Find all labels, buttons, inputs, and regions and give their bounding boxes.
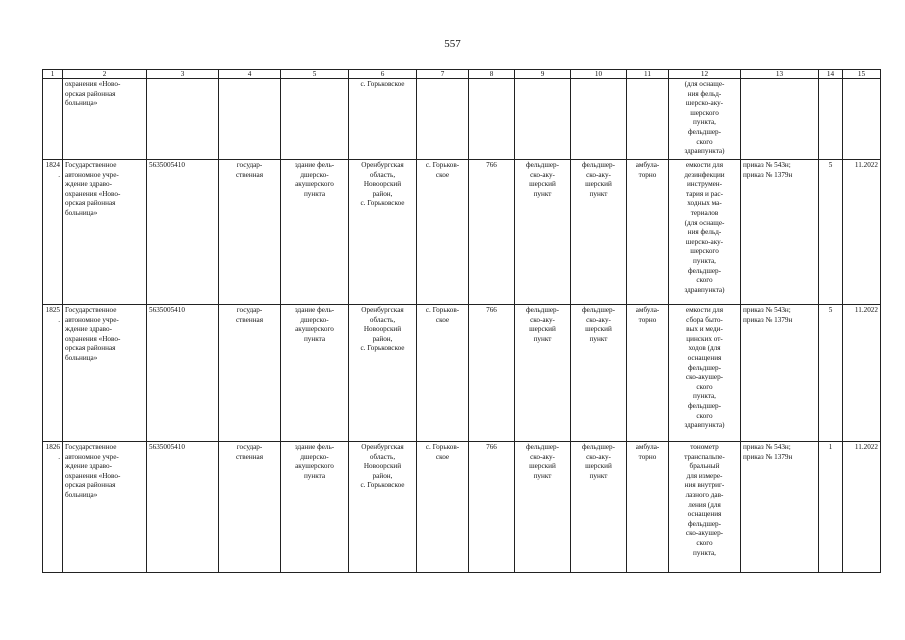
table-cell [627,79,669,160]
header-cell: 2 [63,70,147,79]
header-cell: 5 [281,70,349,79]
table-cell [219,79,281,160]
table-row [43,442,881,573]
table-cell: тонометр транспальпе- бральный для измере- ния внутриг- лазного дав- ления (для оснащения фельдшер- ско-акушер- ского пункта, [669,442,741,573]
table-cell: 5635005410 [147,442,219,573]
header-cell: 15 [843,70,881,79]
table-cell: 766 [469,442,515,573]
row-number: 1825. [43,305,63,442]
table-cell: приказ № 543н; приказ № 1379н [741,305,819,442]
table-cell: государ- ственная [219,305,281,442]
table-cell [843,79,881,160]
table-cell [469,79,515,160]
table-cell: амбула- торно [627,305,669,442]
table-cell: фельдшер- ско-аку- шерский пункт [515,160,571,305]
registry-table [42,69,881,573]
table-cell: Государственное автономное учре- ждение здраво- охранения «Ново- орская районная больница» [63,160,147,305]
header-cell: 3 [147,70,219,79]
table-cell: 11.2022 [843,160,881,305]
table-cell [281,79,349,160]
table-cell: (для оснаще- ния фельд- шерско-аку- шерского пункта, фельдшер- ского здравпункта) [669,79,741,160]
table-cell: Государственное автономное учре- ждение здраво- охранения «Ново- орская районная больница» [63,442,147,573]
header-cell: 7 [417,70,469,79]
table-row [43,305,881,442]
table-cell: с. Горьковское [349,79,417,160]
table-cell: с. Горьков- ское [417,160,469,305]
table-cell: 5 [819,305,843,442]
table-cell [515,79,571,160]
table-cell: с. Горьков- ское [417,305,469,442]
table-cell: здание фель- дшерско- акушерского пункта [281,305,349,442]
table-cell: государ- ственная [219,160,281,305]
header-cell: 4 [219,70,281,79]
header-cell: 12 [669,70,741,79]
table-cell: 766 [469,305,515,442]
table-cell: фельдшер- ско-аку- шерский пункт [515,305,571,442]
table-cell: фельдшер- ско-аку- шерский пункт [515,442,571,573]
table-cell: приказ № 543н; приказ № 1379н [741,442,819,573]
table-cell: фельдшер- ско-аку- шерский пункт [571,305,627,442]
table-cell: емкости для сбора быто- вых и меди- цинских от- ходов (для оснащения фельдшер- ско-акушер- ского пункта, фельдшер- ского здравпункта) [669,305,741,442]
table-cell: емкости для дезинфекции инструмен- тария и рас- ходных ма- териалов (для оснаще- ния фельд- шерско-аку- шерского пункта, фельдшер- ского здравпункта) [669,160,741,305]
row-number: 1824. [43,160,63,305]
table-cell [571,79,627,160]
table-cell: 11.2022 [843,305,881,442]
header-cell: 1 [43,70,63,79]
header-cell: 9 [515,70,571,79]
header-cell: 6 [349,70,417,79]
table-cell: фельдшер- ско-аку- шерский пункт [571,442,627,573]
header-cell: 10 [571,70,627,79]
table-cell: с. Горьков- ское [417,442,469,573]
table-cell: 1 [819,442,843,573]
header-cell: 13 [741,70,819,79]
table-cell: приказ № 543н; приказ № 1379н [741,160,819,305]
table-cell [819,79,843,160]
table-cell: здание фель- дшерско- акушерского пункта [281,160,349,305]
table-cell: Оренбургская область, Новоорский район, с. Горьковское [349,305,417,442]
table-cell: 766 [469,160,515,305]
table-cell: 5635005410 [147,160,219,305]
table-cell: государ- ственная [219,442,281,573]
table-cell: фельдшер- ско-аку- шерский пункт [571,160,627,305]
table-cell: охранения «Ново- орская районная больница» [63,79,147,160]
table-cell [417,79,469,160]
header-cell: 14 [819,70,843,79]
table-cell [741,79,819,160]
table-cell: амбула- торно [627,160,669,305]
table-cell: Оренбургская область, Новоорский район, с. Горьковское [349,442,417,573]
table-cell: 11.2022 [843,442,881,573]
table-cell [147,79,219,160]
table-cell [43,79,63,160]
table-row [43,160,881,305]
row-number: 1826. [43,442,63,573]
table-cell: Оренбургская область, Новоорский район, с. Горьковское [349,160,417,305]
table-cell: Государственное автономное учре- ждение здраво- охранения «Ново- орская районная больница» [63,305,147,442]
table-header-row [43,70,881,79]
table-row-continuation [43,79,881,160]
table-cell: 5 [819,160,843,305]
header-cell: 8 [469,70,515,79]
table-cell: здание фель- дшерско- акушерского пункта [281,442,349,573]
table-cell: амбула- торно [627,442,669,573]
table-cell: 5635005410 [147,305,219,442]
page-number: 557 [444,38,461,50]
header-cell: 11 [627,70,669,79]
